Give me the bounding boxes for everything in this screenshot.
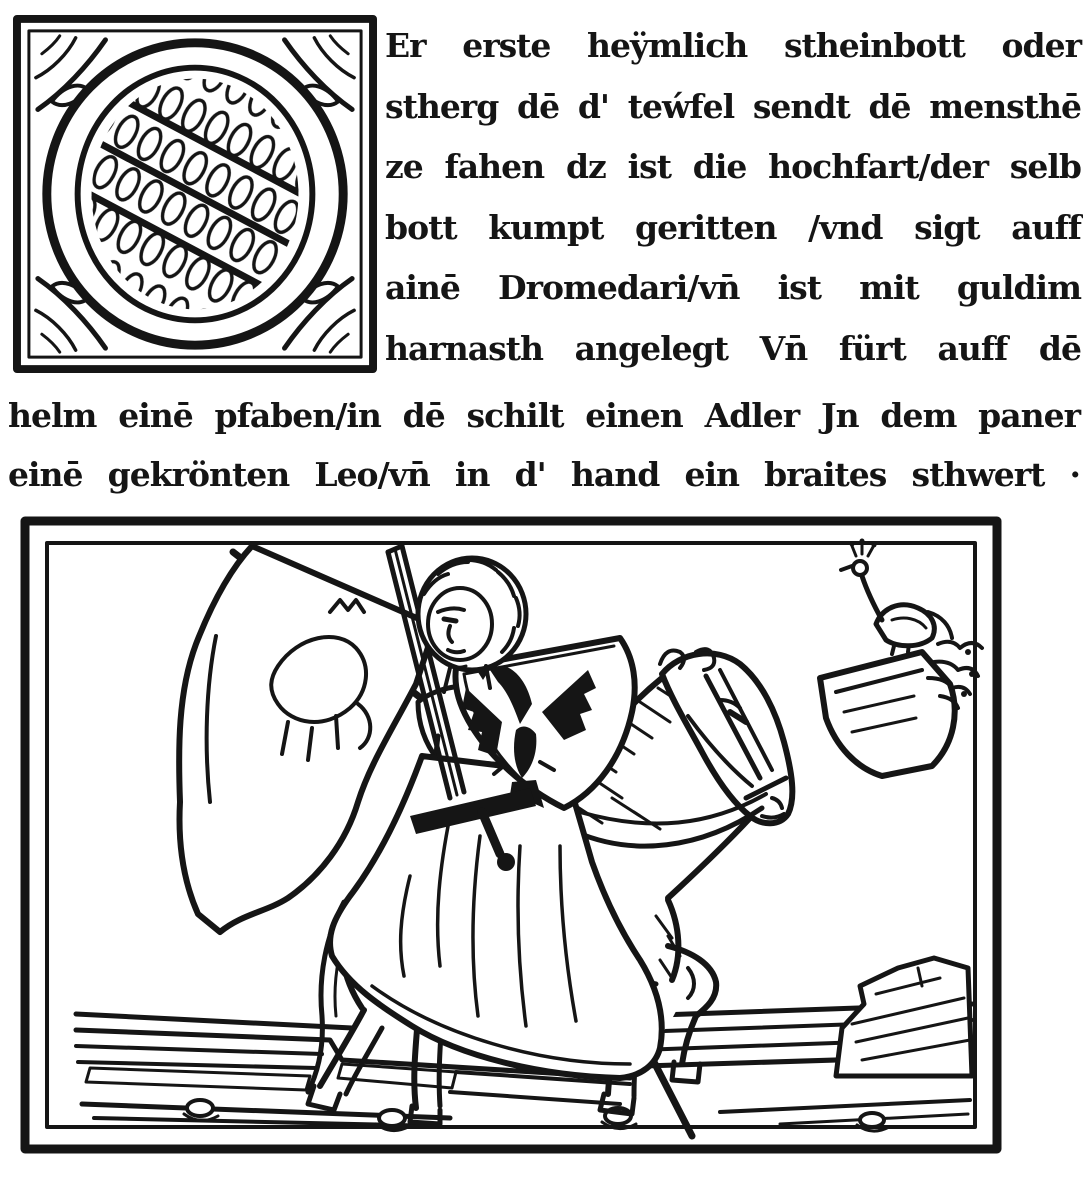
peacock-head: [853, 561, 867, 575]
rider-face: [428, 588, 492, 660]
text-line: bott kumpt geritten /vnd sigt auff: [385, 207, 1081, 247]
peacock-crest-group: [820, 539, 982, 777]
text-line: harnasth angelegt Vn̄ fürt auff dē: [385, 328, 1081, 368]
rider-mouth: [448, 650, 464, 652]
hatched-ribbon-left: [86, 1068, 310, 1090]
sword-pommel: [497, 853, 515, 871]
peacock-beak: [841, 566, 852, 570]
horse-head: [660, 649, 792, 823]
decorative-initial-D: [12, 12, 378, 376]
text-line: einē gekrönten Leo/vn̄ in d' hand ein braites sthwert ·: [8, 455, 1080, 494]
text-line: Er erste heÿmlich stheinbott oder: [385, 26, 1081, 65]
text-line: helm einē pfaben/in dē schilt einen Adler Jn dem paner: [8, 396, 1080, 435]
peacock: [841, 539, 952, 655]
text-line: stherg dē d' teẃfel sendt dē mensthē: [385, 86, 1081, 126]
hatched-mound: [836, 958, 972, 1076]
woodcut-illustration: [20, 516, 1005, 1156]
text-column-right-of-initial: [385, 16, 1081, 379]
text-line: ze fahen dz ist die hochfart/der selb: [385, 147, 1081, 186]
initial-artwork: [12, 12, 378, 376]
text-line: ainē Dromedari/vn̄ ist mit guldim: [385, 268, 1081, 307]
text-column-full-width: [8, 386, 1080, 504]
rider-eye: [444, 619, 456, 621]
great-helm: [820, 652, 955, 776]
